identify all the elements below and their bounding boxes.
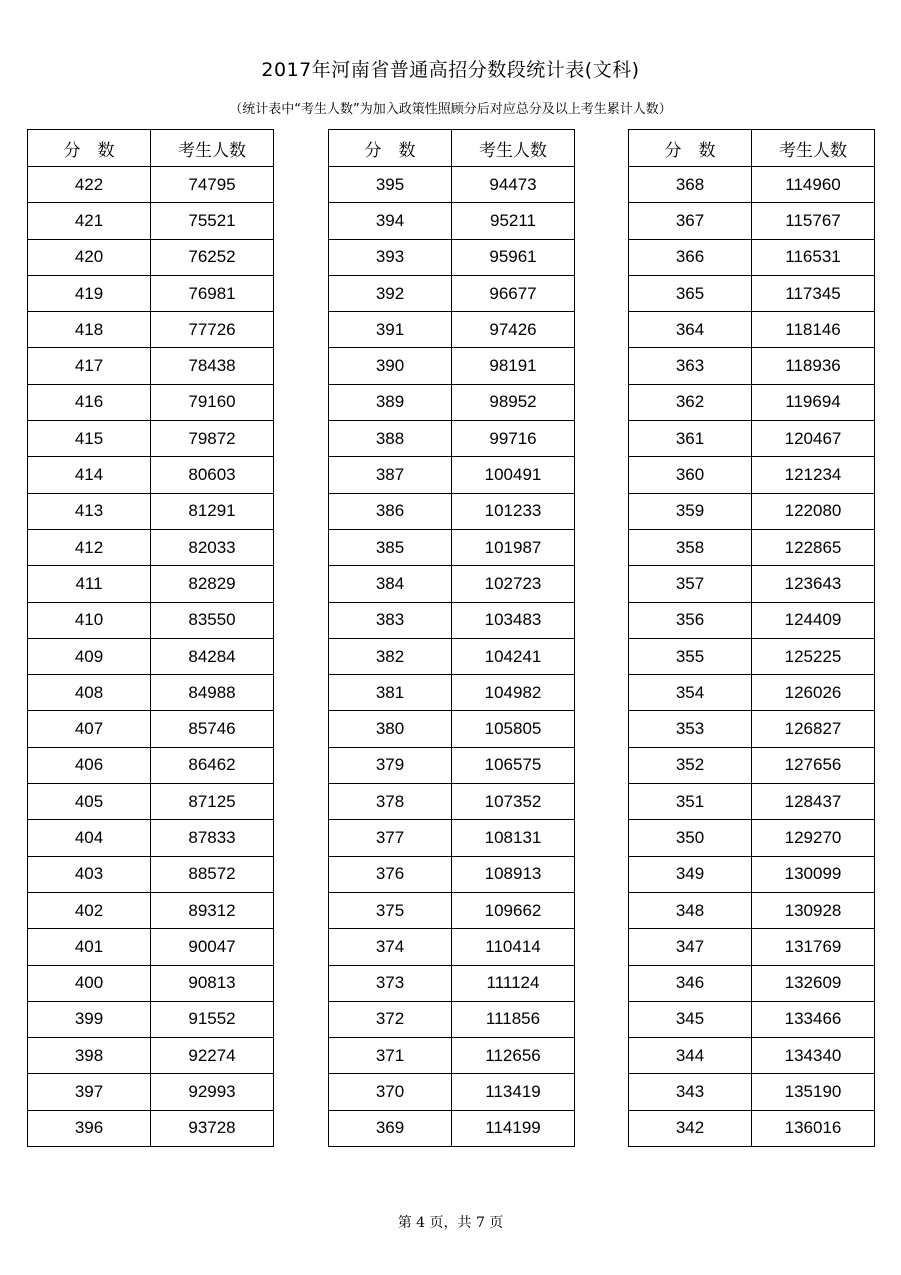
table-row	[329, 856, 575, 892]
count-cell: 105805	[452, 711, 575, 747]
count-cell: 100491	[452, 457, 575, 493]
count-cell: 94473	[452, 167, 575, 203]
count-cell: 79872	[151, 421, 274, 457]
count-cell: 125225	[752, 638, 875, 674]
table-row	[629, 602, 875, 638]
score-cell: 350	[629, 820, 752, 856]
score-cell: 348	[629, 892, 752, 928]
score-cell: 345	[629, 1001, 752, 1037]
count-cell: 76981	[151, 275, 274, 311]
score-cell: 393	[329, 239, 452, 275]
score-cell: 372	[329, 1001, 452, 1037]
table-row	[28, 1074, 274, 1110]
score-cell: 394	[329, 203, 452, 239]
score-cell: 367	[629, 203, 752, 239]
score-cell: 414	[28, 457, 151, 493]
score-cell: 403	[28, 856, 151, 892]
table-row	[28, 929, 274, 965]
table-row	[629, 239, 875, 275]
table-row	[329, 167, 575, 203]
page-subtitle: （统计表中“考生人数”为加入政策性照顾分后对应总分及以上考生累计人数）	[229, 102, 672, 117]
count-cell: 124409	[752, 602, 875, 638]
count-cell: 119694	[752, 384, 875, 420]
count-cell: 78438	[151, 348, 274, 384]
count-cell: 90813	[151, 965, 274, 1001]
count-cell: 98952	[452, 384, 575, 420]
count-cell: 104241	[452, 638, 575, 674]
count-cell: 92274	[151, 1038, 274, 1074]
count-cell: 128437	[752, 784, 875, 820]
table-row	[28, 167, 274, 203]
score-cell: 342	[629, 1110, 752, 1146]
score-cell: 417	[28, 348, 151, 384]
score-cell: 400	[28, 965, 151, 1001]
count-cell: 101233	[452, 493, 575, 529]
table-row	[629, 203, 875, 239]
score-cell: 366	[629, 239, 752, 275]
table-row	[28, 348, 274, 384]
count-cell: 91552	[151, 1001, 274, 1037]
table-row	[28, 856, 274, 892]
table-row	[629, 1110, 875, 1146]
table-row	[629, 856, 875, 892]
score-cell: 388	[329, 421, 452, 457]
score-cell: 418	[28, 312, 151, 348]
table-row	[629, 892, 875, 928]
table-row	[28, 384, 274, 420]
score-cell: 358	[629, 529, 752, 565]
score-cell: 352	[629, 747, 752, 783]
count-cell: 104982	[452, 675, 575, 711]
table-row	[329, 566, 575, 602]
table-row	[28, 529, 274, 565]
count-cell: 110414	[452, 929, 575, 965]
table-row	[329, 1038, 575, 1074]
count-cell: 129270	[752, 820, 875, 856]
score-cell: 391	[329, 312, 452, 348]
table-row	[28, 784, 274, 820]
count-cell: 123643	[752, 566, 875, 602]
count-cell: 126026	[752, 675, 875, 711]
count-cell: 96677	[452, 275, 575, 311]
count-cell: 97426	[452, 312, 575, 348]
score-cell: 371	[329, 1038, 452, 1074]
table-row	[28, 239, 274, 275]
score-cell: 379	[329, 747, 452, 783]
score-cell: 364	[629, 312, 752, 348]
score-cell: 346	[629, 965, 752, 1001]
score-cell: 369	[329, 1110, 452, 1146]
score-cell: 416	[28, 384, 151, 420]
score-cell: 389	[329, 384, 452, 420]
score-cell: 402	[28, 892, 151, 928]
table-row	[329, 421, 575, 457]
table-row	[329, 348, 575, 384]
score-cell: 343	[629, 1074, 752, 1110]
count-cell: 79160	[151, 384, 274, 420]
page-footer: 第 4 页，共 7 页	[397, 1215, 504, 1231]
count-cell: 131769	[752, 929, 875, 965]
score-cell: 347	[629, 929, 752, 965]
score-cell: 407	[28, 711, 151, 747]
score-cell: 368	[629, 167, 752, 203]
table-row	[629, 384, 875, 420]
count-cell: 106575	[452, 747, 575, 783]
table-row	[28, 566, 274, 602]
count-cell: 114199	[452, 1110, 575, 1146]
table-row	[329, 275, 575, 311]
table-row	[629, 675, 875, 711]
count-cell: 102723	[452, 566, 575, 602]
score-cell: 354	[629, 675, 752, 711]
score-cell: 396	[28, 1110, 151, 1146]
table-row	[28, 493, 274, 529]
table-row	[629, 711, 875, 747]
count-cell: 95211	[452, 203, 575, 239]
count-cell: 80603	[151, 457, 274, 493]
count-cell: 135190	[752, 1074, 875, 1110]
score-cell: 378	[329, 784, 452, 820]
count-cell: 82033	[151, 529, 274, 565]
count-cell: 87125	[151, 784, 274, 820]
count-cell: 88572	[151, 856, 274, 892]
table-row	[329, 203, 575, 239]
table-row	[329, 929, 575, 965]
score-cell: 390	[329, 348, 452, 384]
table-header-row	[28, 130, 274, 167]
score-cell: 419	[28, 275, 151, 311]
count-cell: 116531	[752, 239, 875, 275]
score-cell: 398	[28, 1038, 151, 1074]
count-cell: 117345	[752, 275, 875, 311]
table-row	[629, 1001, 875, 1037]
score-cell: 422	[28, 167, 151, 203]
count-cell: 76252	[151, 239, 274, 275]
score-cell: 349	[629, 856, 752, 892]
count-cell: 120467	[752, 421, 875, 457]
table-row	[629, 929, 875, 965]
score-column-header: 分 数	[629, 130, 752, 167]
page-title: 2017年河南省普通高招分数段统计表(文科)	[261, 59, 640, 81]
count-cell: 134340	[752, 1038, 875, 1074]
count-cell: 92993	[151, 1074, 274, 1110]
count-cell: 86462	[151, 747, 274, 783]
table-row	[28, 747, 274, 783]
count-cell: 101987	[452, 529, 575, 565]
score-cell: 409	[28, 638, 151, 674]
table-row	[28, 892, 274, 928]
table-row	[28, 820, 274, 856]
table-row	[329, 1001, 575, 1037]
score-cell: 406	[28, 747, 151, 783]
count-cell: 130099	[752, 856, 875, 892]
score-cell: 381	[329, 675, 452, 711]
score-table-1	[27, 129, 274, 1147]
score-cell: 395	[329, 167, 452, 203]
table-row	[629, 421, 875, 457]
score-cell: 408	[28, 675, 151, 711]
score-column-header: 分 数	[329, 130, 452, 167]
table-row	[28, 275, 274, 311]
table-row	[329, 1074, 575, 1110]
score-cell: 415	[28, 421, 151, 457]
score-column-header: 分 数	[28, 130, 151, 167]
count-cell: 111856	[452, 1001, 575, 1037]
score-cell: 353	[629, 711, 752, 747]
table-row	[329, 529, 575, 565]
score-cell: 373	[329, 965, 452, 1001]
table-row	[28, 421, 274, 457]
count-cell: 81291	[151, 493, 274, 529]
score-cell: 357	[629, 566, 752, 602]
count-cell: 111124	[452, 965, 575, 1001]
count-cell: 118146	[752, 312, 875, 348]
score-cell: 383	[329, 602, 452, 638]
score-cell: 344	[629, 1038, 752, 1074]
table-row	[28, 312, 274, 348]
count-cell: 118936	[752, 348, 875, 384]
table-row	[28, 675, 274, 711]
score-cell: 384	[329, 566, 452, 602]
table-row	[28, 1038, 274, 1074]
table-row	[629, 747, 875, 783]
score-cell: 361	[629, 421, 752, 457]
table-row	[28, 711, 274, 747]
count-cell: 87833	[151, 820, 274, 856]
count-column-header: 考生人数	[752, 130, 875, 167]
score-cell: 413	[28, 493, 151, 529]
count-column-header: 考生人数	[151, 130, 274, 167]
score-cell: 392	[329, 275, 452, 311]
table-row	[329, 747, 575, 783]
score-cell: 410	[28, 602, 151, 638]
score-cell: 399	[28, 1001, 151, 1037]
table-row	[28, 203, 274, 239]
count-column-header: 考生人数	[452, 130, 575, 167]
count-cell: 127656	[752, 747, 875, 783]
score-cell: 421	[28, 203, 151, 239]
score-cell: 380	[329, 711, 452, 747]
score-cell: 375	[329, 892, 452, 928]
table-row	[329, 493, 575, 529]
table-row	[629, 566, 875, 602]
table-row	[629, 312, 875, 348]
score-cell: 404	[28, 820, 151, 856]
score-cell: 356	[629, 602, 752, 638]
score-cell: 377	[329, 820, 452, 856]
count-cell: 122865	[752, 529, 875, 565]
count-cell: 90047	[151, 929, 274, 965]
score-cell: 401	[28, 929, 151, 965]
table-row	[629, 167, 875, 203]
table-header-row	[629, 130, 875, 167]
score-cell: 405	[28, 784, 151, 820]
count-cell: 113419	[452, 1074, 575, 1110]
count-cell: 114960	[752, 167, 875, 203]
count-cell: 85746	[151, 711, 274, 747]
table-row	[329, 457, 575, 493]
score-cell: 386	[329, 493, 452, 529]
table-row	[629, 1038, 875, 1074]
count-cell: 112656	[452, 1038, 575, 1074]
table-row	[28, 457, 274, 493]
count-cell: 95961	[452, 239, 575, 275]
score-cell: 397	[28, 1074, 151, 1110]
score-cell: 385	[329, 529, 452, 565]
table-row	[329, 602, 575, 638]
table-row	[329, 784, 575, 820]
score-table-3	[628, 129, 875, 1147]
table-row	[629, 493, 875, 529]
table-row	[329, 675, 575, 711]
table-row	[629, 457, 875, 493]
count-cell: 93728	[151, 1110, 274, 1146]
count-cell: 98191	[452, 348, 575, 384]
table-row	[629, 965, 875, 1001]
count-cell: 89312	[151, 892, 274, 928]
score-cell: 360	[629, 457, 752, 493]
table-row	[629, 784, 875, 820]
table-row	[329, 239, 575, 275]
count-cell: 130928	[752, 892, 875, 928]
table-row	[329, 384, 575, 420]
table-row	[28, 965, 274, 1001]
score-cell: 351	[629, 784, 752, 820]
count-cell: 122080	[752, 493, 875, 529]
score-cell: 376	[329, 856, 452, 892]
table-row	[28, 602, 274, 638]
count-cell: 99716	[452, 421, 575, 457]
count-cell: 82829	[151, 566, 274, 602]
score-cell: 363	[629, 348, 752, 384]
score-cell: 355	[629, 638, 752, 674]
table-row	[629, 820, 875, 856]
table-row	[28, 638, 274, 674]
count-cell: 126827	[752, 711, 875, 747]
table-row	[329, 711, 575, 747]
count-cell: 133466	[752, 1001, 875, 1037]
table-row	[329, 820, 575, 856]
table-row	[329, 638, 575, 674]
count-cell: 108913	[452, 856, 575, 892]
score-cell: 420	[28, 239, 151, 275]
count-cell: 121234	[752, 457, 875, 493]
count-cell: 108131	[452, 820, 575, 856]
score-cell: 365	[629, 275, 752, 311]
table-row	[329, 1110, 575, 1146]
table-row	[629, 638, 875, 674]
score-cell: 362	[629, 384, 752, 420]
table-row	[629, 1074, 875, 1110]
table-row	[329, 965, 575, 1001]
table-row	[28, 1001, 274, 1037]
score-cell: 359	[629, 493, 752, 529]
table-row	[28, 1110, 274, 1146]
score-cell: 411	[28, 566, 151, 602]
table-row	[629, 529, 875, 565]
count-cell: 109662	[452, 892, 575, 928]
count-cell: 115767	[752, 203, 875, 239]
count-cell: 74795	[151, 167, 274, 203]
count-cell: 84284	[151, 638, 274, 674]
count-cell: 75521	[151, 203, 274, 239]
table-row	[629, 348, 875, 384]
count-cell: 107352	[452, 784, 575, 820]
table-header-row	[329, 130, 575, 167]
count-cell: 84988	[151, 675, 274, 711]
score-cell: 412	[28, 529, 151, 565]
table-row	[329, 312, 575, 348]
count-cell: 83550	[151, 602, 274, 638]
score-cell: 370	[329, 1074, 452, 1110]
count-cell: 132609	[752, 965, 875, 1001]
count-cell: 136016	[752, 1110, 875, 1146]
score-cell: 382	[329, 638, 452, 674]
score-table-2	[328, 129, 575, 1147]
count-cell: 77726	[151, 312, 274, 348]
score-cell: 374	[329, 929, 452, 965]
table-row	[329, 892, 575, 928]
score-cell: 387	[329, 457, 452, 493]
count-cell: 103483	[452, 602, 575, 638]
table-row	[629, 275, 875, 311]
